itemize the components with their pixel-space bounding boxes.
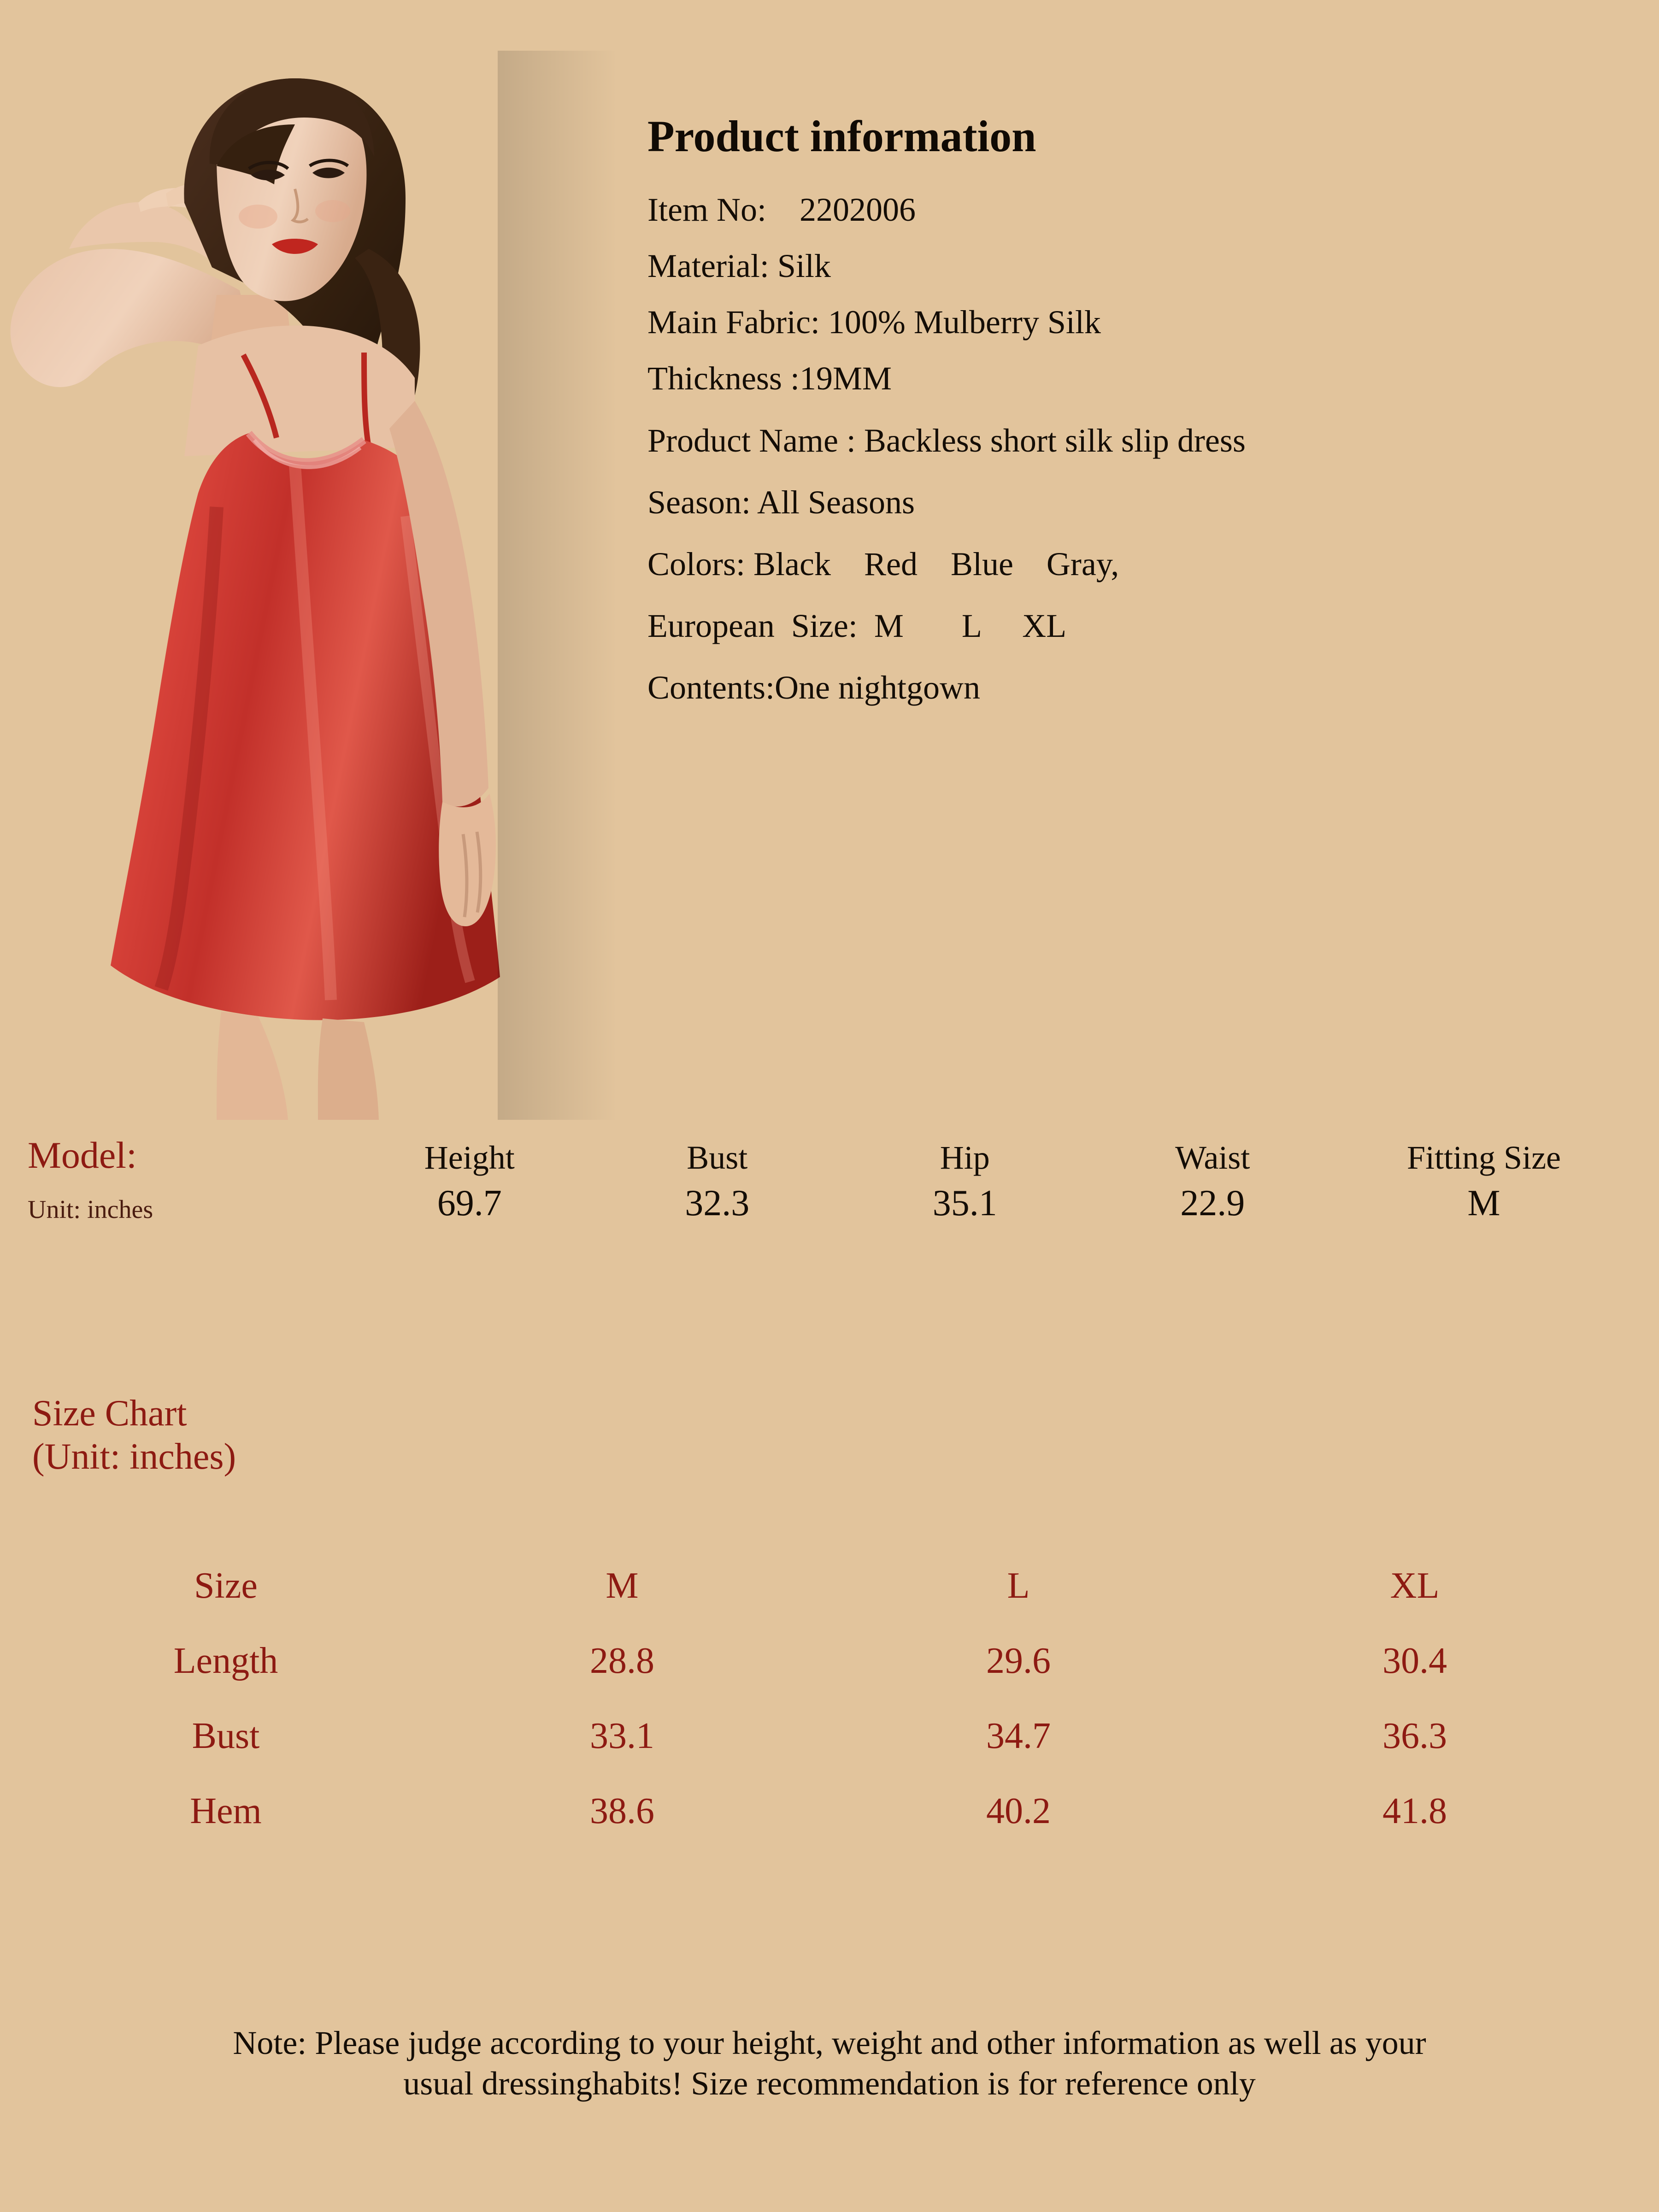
- size-length-l: 29.6: [986, 1641, 1051, 1681]
- size-hem-m: 38.6: [590, 1791, 654, 1831]
- size-row-label-bust: Bust: [192, 1716, 260, 1756]
- size-chart-header-xl: XL: [1390, 1565, 1440, 1606]
- model-value-bust: 32.3: [685, 1183, 750, 1224]
- size-bust-m: 33.1: [590, 1716, 654, 1756]
- model-header-hip: Hip: [940, 1139, 990, 1176]
- table-row: [28, 1774, 1613, 1849]
- size-note-line2: usual dressinghabits! Size recommendation is for reference only: [403, 2065, 1256, 2102]
- size-bust-l: 34.7: [986, 1716, 1051, 1756]
- size-chart-header-row: [28, 1548, 1613, 1624]
- info-material: Material: Silk: [647, 247, 831, 285]
- size-length-m: 28.8: [590, 1641, 654, 1681]
- info-thickness: Thickness :19MM: [647, 360, 892, 397]
- size-bust-xl: 36.3: [1382, 1716, 1447, 1756]
- size-row-label-hem: Hem: [190, 1791, 262, 1831]
- size-note: [0, 2023, 1659, 2104]
- model-value-hip: 35.1: [932, 1183, 997, 1224]
- info-main-fabric: Main Fabric: 100% Mulberry Silk: [647, 304, 1101, 341]
- product-information: [647, 111, 1643, 723]
- model-header-fitting-size: Fitting Size: [1406, 1139, 1561, 1176]
- model-header-waist: Waist: [1175, 1139, 1250, 1176]
- info-contents: Contents:One nightgown: [647, 669, 980, 706]
- table-row: [28, 1699, 1613, 1774]
- size-chart-header-l: L: [1007, 1565, 1030, 1606]
- size-note-line1: Note: Please judge according to your height, weight and other information as well as your: [233, 2024, 1426, 2061]
- page-title: Product information: [647, 112, 1036, 161]
- size-chart-title: Size Chart: [32, 1393, 187, 1434]
- model-unit-label: Unit: inches: [28, 1195, 153, 1224]
- size-row-label-length: Length: [173, 1641, 278, 1681]
- info-season: Season: All Seasons: [647, 483, 915, 521]
- model-measurements-table: [28, 1134, 1631, 1224]
- info-colors: Colors: Black Red Blue Gray,: [647, 545, 1119, 582]
- table-row: [28, 1624, 1613, 1699]
- size-chart-header-size: Size: [194, 1565, 258, 1606]
- size-hem-xl: 41.8: [1382, 1791, 1447, 1831]
- model-value-waist: 22.9: [1180, 1183, 1245, 1224]
- info-product-name: Product Name : Backless short silk slip dress: [647, 422, 1246, 459]
- model-header-row: [28, 1134, 1631, 1177]
- size-chart-header-m: M: [606, 1565, 639, 1606]
- size-chart-unit: (Unit: inches): [32, 1436, 236, 1477]
- model-value-fitting-size: M: [1467, 1183, 1500, 1224]
- model-value-height: 69.7: [437, 1183, 502, 1224]
- info-item-no: Item No: 2202006: [647, 191, 916, 228]
- model-label: Model:: [28, 1134, 137, 1176]
- model-value-row: [28, 1182, 1631, 1224]
- info-european-size: European Size: M L XL: [647, 607, 1067, 645]
- size-hem-l: 40.2: [986, 1791, 1051, 1831]
- size-chart-heading: [32, 1392, 236, 1479]
- model-header-height: Height: [424, 1139, 515, 1176]
- size-length-xl: 30.4: [1382, 1641, 1447, 1681]
- product-photo: [0, 51, 618, 1120]
- model-header-bust: Bust: [687, 1139, 748, 1176]
- size-chart-table: [28, 1548, 1613, 1849]
